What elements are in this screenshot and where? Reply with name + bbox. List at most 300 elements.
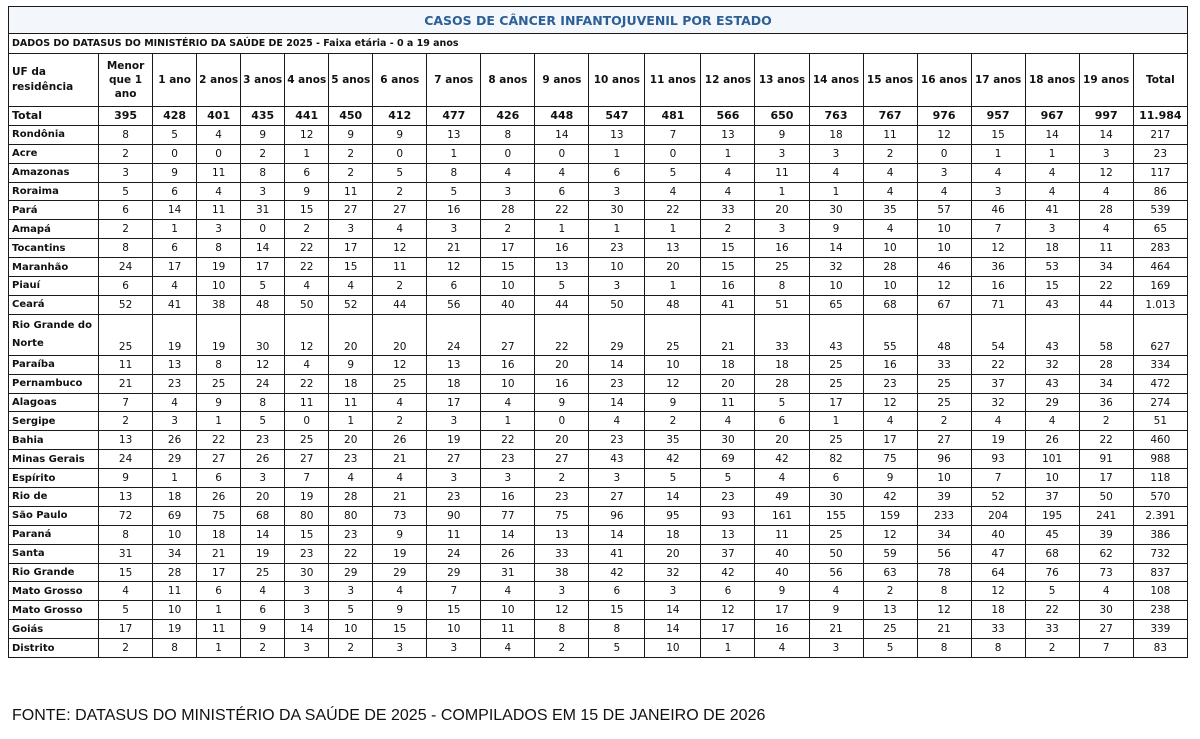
value-cell: 0 xyxy=(535,144,589,163)
value-cell: 1 xyxy=(755,182,809,201)
table-row xyxy=(9,620,1188,639)
value-cell: 0 xyxy=(373,144,427,163)
table-row xyxy=(9,525,1188,544)
value-cell: 13 xyxy=(153,355,197,374)
column-header: 8 anos xyxy=(481,54,535,107)
value-cell: 27 xyxy=(329,201,373,220)
value-cell: 10 xyxy=(427,620,481,639)
column-header: 9 anos xyxy=(535,54,589,107)
value-cell: 28 xyxy=(1079,355,1133,374)
column-header: 11 anos xyxy=(645,54,701,107)
value-cell: 5 xyxy=(701,469,755,488)
value-cell: 20 xyxy=(535,431,589,450)
state-cell: Rondônia xyxy=(9,125,99,144)
value-cell: 21 xyxy=(701,314,755,355)
value-cell: 3 xyxy=(285,639,329,658)
value-cell: 50 xyxy=(285,295,329,314)
value-cell: 49 xyxy=(755,488,809,507)
column-header: 16 anos xyxy=(917,54,971,107)
value-cell: 13 xyxy=(863,601,917,620)
value-cell: 8 xyxy=(241,393,285,412)
value-cell: 13 xyxy=(427,355,481,374)
value-cell: 10 xyxy=(481,277,535,296)
column-header: 19 anos xyxy=(1079,54,1133,107)
value-cell: 28 xyxy=(481,201,535,220)
value-cell: 2 xyxy=(863,582,917,601)
value-cell: 238 xyxy=(1133,601,1187,620)
column-header: 15 anos xyxy=(863,54,917,107)
value-cell: 18 xyxy=(427,374,481,393)
value-cell: 5 xyxy=(755,393,809,412)
value-cell: 41 xyxy=(153,295,197,314)
value-cell: 7 xyxy=(427,582,481,601)
value-cell: 9 xyxy=(197,393,241,412)
value-cell: 15 xyxy=(701,258,755,277)
value-cell: 4 xyxy=(373,393,427,412)
value-cell: 9 xyxy=(645,393,701,412)
value-cell: 12 xyxy=(285,314,329,355)
value-cell: 20 xyxy=(329,431,373,450)
value-cell: 17 xyxy=(863,431,917,450)
value-cell: 21 xyxy=(917,620,971,639)
value-cell: 4 xyxy=(971,412,1025,431)
value-cell: 90 xyxy=(427,506,481,525)
value-cell: 4 xyxy=(197,125,241,144)
value-cell: 15 xyxy=(99,563,153,582)
value-cell: 17 xyxy=(755,601,809,620)
value-cell: 18 xyxy=(971,601,1025,620)
value-cell: 14 xyxy=(645,488,701,507)
value-cell: 472 xyxy=(1133,374,1187,393)
value-cell: 34 xyxy=(917,525,971,544)
spreadsheet-sheet xyxy=(8,6,1188,658)
value-cell: 20 xyxy=(755,201,809,220)
value-cell: 2 xyxy=(329,144,373,163)
state-cell: Roraima xyxy=(9,182,99,201)
value-cell: 6 xyxy=(197,469,241,488)
value-cell: 2 xyxy=(373,412,427,431)
state-cell: Goiás xyxy=(9,620,99,639)
value-cell: 19 xyxy=(373,544,427,563)
value-cell: 2 xyxy=(1025,639,1079,658)
value-cell: 18 xyxy=(701,355,755,374)
value-cell: 0 xyxy=(645,144,701,163)
value-cell: 4 xyxy=(1025,182,1079,201)
value-cell: 25 xyxy=(917,393,971,412)
value-cell: 0 xyxy=(197,144,241,163)
value-cell: 12 xyxy=(917,601,971,620)
value-cell: 14 xyxy=(241,525,285,544)
value-cell: 7 xyxy=(645,125,701,144)
value-cell: 3 xyxy=(589,469,645,488)
value-cell: 3 xyxy=(427,412,481,431)
value-cell: 6 xyxy=(589,163,645,182)
value-cell: 25 xyxy=(197,374,241,393)
value-cell: 25 xyxy=(285,431,329,450)
value-cell: 23 xyxy=(589,239,645,258)
value-cell: 460 xyxy=(1133,431,1187,450)
value-cell: 5 xyxy=(373,163,427,182)
value-cell: 93 xyxy=(971,450,1025,469)
value-cell: 68 xyxy=(241,506,285,525)
value-cell: 44 xyxy=(535,295,589,314)
value-cell: 51 xyxy=(1133,412,1187,431)
value-cell: 1 xyxy=(535,220,589,239)
value-cell: 25 xyxy=(917,374,971,393)
value-cell: 25 xyxy=(863,620,917,639)
state-cell: Alagoas xyxy=(9,393,99,412)
value-cell: 6 xyxy=(427,277,481,296)
value-cell: 12 xyxy=(701,601,755,620)
table-row xyxy=(9,582,1188,601)
value-cell: 4 xyxy=(329,277,373,296)
value-cell: 52 xyxy=(99,295,153,314)
value-cell: 42 xyxy=(645,450,701,469)
value-cell: 56 xyxy=(917,544,971,563)
value-cell: 8 xyxy=(99,125,153,144)
value-cell: 13 xyxy=(701,525,755,544)
value-cell: 4 xyxy=(373,469,427,488)
value-cell: 15 xyxy=(285,525,329,544)
value-cell: 24 xyxy=(99,258,153,277)
value-cell: 68 xyxy=(1025,544,1079,563)
value-cell: 19 xyxy=(971,431,1025,450)
value-cell: 9 xyxy=(755,582,809,601)
value-cell: 12 xyxy=(1079,163,1133,182)
value-cell: 4 xyxy=(481,582,535,601)
value-cell: 17 xyxy=(99,620,153,639)
value-cell: 39 xyxy=(917,488,971,507)
value-cell: 14 xyxy=(153,201,197,220)
value-cell: 57 xyxy=(917,201,971,220)
value-cell: 16 xyxy=(535,374,589,393)
value-cell: 9 xyxy=(755,125,809,144)
value-cell: 1 xyxy=(589,144,645,163)
value-cell: 8 xyxy=(917,639,971,658)
value-cell: 23 xyxy=(701,488,755,507)
value-cell: 12 xyxy=(971,239,1025,258)
value-cell: 4 xyxy=(863,220,917,239)
value-cell: 3 xyxy=(427,469,481,488)
value-cell: 43 xyxy=(809,314,863,355)
value-cell: 12 xyxy=(917,277,971,296)
value-cell: 0 xyxy=(535,412,589,431)
value-cell: 82 xyxy=(809,450,863,469)
state-cell: Rio Grande do Norte xyxy=(9,314,99,355)
table-title: CASOS DE CÂNCER INFANTOJUVENIL POR ESTADO xyxy=(9,7,1188,34)
value-cell: 0 xyxy=(917,144,971,163)
value-cell: 26 xyxy=(241,450,285,469)
value-cell: 8 xyxy=(971,639,1025,658)
value-cell: 3 xyxy=(535,582,589,601)
value-cell: 241 xyxy=(1079,506,1133,525)
value-cell: 56 xyxy=(427,295,481,314)
value-cell: 75 xyxy=(197,506,241,525)
value-cell: 5 xyxy=(99,601,153,620)
value-cell: 83 xyxy=(1133,639,1187,658)
value-cell: 3 xyxy=(427,639,481,658)
state-cell: Paraíba xyxy=(9,355,99,374)
value-cell: 1 xyxy=(645,220,701,239)
column-header: 14 anos xyxy=(809,54,863,107)
value-cell: 25 xyxy=(809,431,863,450)
value-cell: 40 xyxy=(755,544,809,563)
value-cell: 41 xyxy=(1025,201,1079,220)
column-header: UF da residência xyxy=(9,54,99,107)
value-cell: 42 xyxy=(589,563,645,582)
value-cell: 117 xyxy=(1133,163,1187,182)
value-cell: 10 xyxy=(197,277,241,296)
table-row xyxy=(9,374,1188,393)
value-cell: 42 xyxy=(701,563,755,582)
value-cell: 48 xyxy=(645,295,701,314)
state-cell: Pará xyxy=(9,201,99,220)
value-cell: 195 xyxy=(1025,506,1079,525)
value-cell: 24 xyxy=(427,314,481,355)
value-cell: 4 xyxy=(535,163,589,182)
value-cell: 2.391 xyxy=(1133,506,1187,525)
value-cell: 11 xyxy=(755,163,809,182)
value-cell: 41 xyxy=(701,295,755,314)
value-cell: 0 xyxy=(153,144,197,163)
table-row xyxy=(9,506,1188,525)
value-cell: 4 xyxy=(809,163,863,182)
value-cell: 16 xyxy=(971,277,1025,296)
value-cell: 8 xyxy=(241,163,285,182)
value-cell: 3 xyxy=(285,601,329,620)
value-cell: 24 xyxy=(427,544,481,563)
value-cell: 13 xyxy=(701,125,755,144)
value-cell: 988 xyxy=(1133,450,1187,469)
value-cell: 7 xyxy=(1079,639,1133,658)
value-cell: 25 xyxy=(373,374,427,393)
value-cell: 23 xyxy=(589,374,645,393)
value-cell: 566 xyxy=(701,107,755,126)
value-cell: 118 xyxy=(1133,469,1187,488)
state-cell: Paraná xyxy=(9,525,99,544)
value-cell: 1 xyxy=(197,639,241,658)
value-cell: 4 xyxy=(809,582,863,601)
value-cell: 3 xyxy=(755,220,809,239)
value-cell: 1 xyxy=(197,601,241,620)
value-cell: 0 xyxy=(285,412,329,431)
table-row xyxy=(9,488,1188,507)
value-cell: 19 xyxy=(153,314,197,355)
state-cell: Acre xyxy=(9,144,99,163)
table-row xyxy=(9,201,1188,220)
value-cell: 33 xyxy=(1025,620,1079,639)
value-cell: 23 xyxy=(589,431,645,450)
column-header: Menor que 1 ano xyxy=(99,54,153,107)
value-cell: 11 xyxy=(153,582,197,601)
value-cell: 8 xyxy=(755,277,809,296)
value-cell: 75 xyxy=(535,506,589,525)
value-cell: 159 xyxy=(863,506,917,525)
value-cell: 3 xyxy=(241,469,285,488)
column-header: 10 anos xyxy=(589,54,645,107)
value-cell: 67 xyxy=(917,295,971,314)
value-cell: 19 xyxy=(241,544,285,563)
value-cell: 6 xyxy=(241,601,285,620)
value-cell: 17 xyxy=(701,620,755,639)
value-cell: 4 xyxy=(481,393,535,412)
value-cell: 4 xyxy=(645,182,701,201)
value-cell: 23 xyxy=(285,544,329,563)
value-cell: 64 xyxy=(971,563,1025,582)
value-cell: 4 xyxy=(1079,182,1133,201)
value-cell: 8 xyxy=(99,525,153,544)
value-cell: 3 xyxy=(329,582,373,601)
value-cell: 1 xyxy=(153,220,197,239)
value-cell: 5 xyxy=(535,277,589,296)
value-cell: 17 xyxy=(153,258,197,277)
value-cell: 3 xyxy=(481,182,535,201)
value-cell: 20 xyxy=(241,488,285,507)
value-cell: 1 xyxy=(329,412,373,431)
value-cell: 2 xyxy=(329,163,373,182)
value-cell: 7 xyxy=(971,220,1025,239)
value-cell: 11 xyxy=(701,393,755,412)
value-cell: 43 xyxy=(589,450,645,469)
table-row xyxy=(9,144,1188,163)
column-header: 17 anos xyxy=(971,54,1025,107)
value-cell: 28 xyxy=(863,258,917,277)
value-cell: 23 xyxy=(1133,144,1187,163)
value-cell: 30 xyxy=(285,563,329,582)
value-cell: 8 xyxy=(99,239,153,258)
value-cell: 23 xyxy=(153,374,197,393)
value-cell: 22 xyxy=(535,314,589,355)
value-cell: 13 xyxy=(535,525,589,544)
value-cell: 27 xyxy=(197,450,241,469)
value-cell: 1 xyxy=(971,144,1025,163)
value-cell: 20 xyxy=(329,314,373,355)
value-cell: 29 xyxy=(153,450,197,469)
value-cell: 23 xyxy=(241,431,285,450)
value-cell: 3 xyxy=(589,182,645,201)
value-cell: 54 xyxy=(971,314,1025,355)
value-cell: 2 xyxy=(917,412,971,431)
value-cell: 12 xyxy=(645,374,701,393)
value-cell: 22 xyxy=(971,355,1025,374)
value-cell: 1 xyxy=(197,412,241,431)
value-cell: 4 xyxy=(701,412,755,431)
value-cell: 6 xyxy=(589,582,645,601)
value-cell: 73 xyxy=(1079,563,1133,582)
value-cell: 11 xyxy=(1079,239,1133,258)
value-cell: 4 xyxy=(1025,163,1079,182)
value-cell: 11 xyxy=(285,393,329,412)
value-cell: 22 xyxy=(1079,277,1133,296)
value-cell: 23 xyxy=(863,374,917,393)
value-cell: 8 xyxy=(917,582,971,601)
value-cell: 13 xyxy=(427,125,481,144)
value-cell: 25 xyxy=(809,374,863,393)
value-cell: 23 xyxy=(481,450,535,469)
value-cell: 1 xyxy=(701,639,755,658)
value-cell: 435 xyxy=(241,107,285,126)
value-cell: 3 xyxy=(481,469,535,488)
value-cell: 161 xyxy=(755,506,809,525)
value-cell: 233 xyxy=(917,506,971,525)
value-cell: 12 xyxy=(241,355,285,374)
value-cell: 9 xyxy=(373,601,427,620)
value-cell: 6 xyxy=(197,582,241,601)
value-cell: 69 xyxy=(701,450,755,469)
value-cell: 10 xyxy=(589,258,645,277)
value-cell: 12 xyxy=(373,239,427,258)
value-cell: 3 xyxy=(197,220,241,239)
value-cell: 53 xyxy=(1025,258,1079,277)
value-cell: 78 xyxy=(917,563,971,582)
value-cell: 24 xyxy=(99,450,153,469)
value-cell: 5 xyxy=(153,125,197,144)
value-cell: 16 xyxy=(755,620,809,639)
value-cell: 18 xyxy=(755,355,809,374)
value-cell: 448 xyxy=(535,107,589,126)
value-cell: 11 xyxy=(329,393,373,412)
value-cell: 4 xyxy=(1025,412,1079,431)
value-cell: 30 xyxy=(589,201,645,220)
value-cell: 4 xyxy=(285,277,329,296)
state-cell: Rio de xyxy=(9,488,99,507)
value-cell: 16 xyxy=(863,355,917,374)
value-cell: 10 xyxy=(153,525,197,544)
value-cell: 4 xyxy=(153,277,197,296)
value-cell: 4 xyxy=(481,639,535,658)
value-cell: 29 xyxy=(329,563,373,582)
value-cell: 15 xyxy=(971,125,1025,144)
table-row xyxy=(9,125,1188,144)
value-cell: 52 xyxy=(329,295,373,314)
value-cell: 31 xyxy=(99,544,153,563)
value-cell: 20 xyxy=(701,374,755,393)
value-cell: 20 xyxy=(645,544,701,563)
value-cell: 10 xyxy=(481,374,535,393)
value-cell: 17 xyxy=(197,563,241,582)
value-cell: 0 xyxy=(481,144,535,163)
value-cell: 3 xyxy=(971,182,1025,201)
value-cell: 76 xyxy=(1025,563,1079,582)
value-cell: 13 xyxy=(99,431,153,450)
value-cell: 33 xyxy=(917,355,971,374)
value-cell: 58 xyxy=(1079,314,1133,355)
value-cell: 28 xyxy=(755,374,809,393)
value-cell: 386 xyxy=(1133,525,1187,544)
value-cell: 32 xyxy=(809,258,863,277)
table-row xyxy=(9,182,1188,201)
value-cell: 48 xyxy=(917,314,971,355)
table-row xyxy=(9,601,1188,620)
value-cell: 40 xyxy=(971,525,1025,544)
value-cell: 4 xyxy=(863,412,917,431)
value-cell: 5 xyxy=(645,163,701,182)
value-cell: 28 xyxy=(153,563,197,582)
value-cell: 8 xyxy=(153,639,197,658)
value-cell: 3 xyxy=(1025,220,1079,239)
value-cell: 22 xyxy=(329,544,373,563)
column-header: 5 anos xyxy=(329,54,373,107)
value-cell: 5 xyxy=(1025,582,1079,601)
value-cell: 4 xyxy=(153,393,197,412)
table-row xyxy=(9,220,1188,239)
value-cell: 15 xyxy=(329,258,373,277)
value-cell: 19 xyxy=(197,314,241,355)
value-cell: 2 xyxy=(535,639,589,658)
value-cell: 11 xyxy=(755,525,809,544)
value-cell: 11 xyxy=(329,182,373,201)
value-cell: 27 xyxy=(481,314,535,355)
